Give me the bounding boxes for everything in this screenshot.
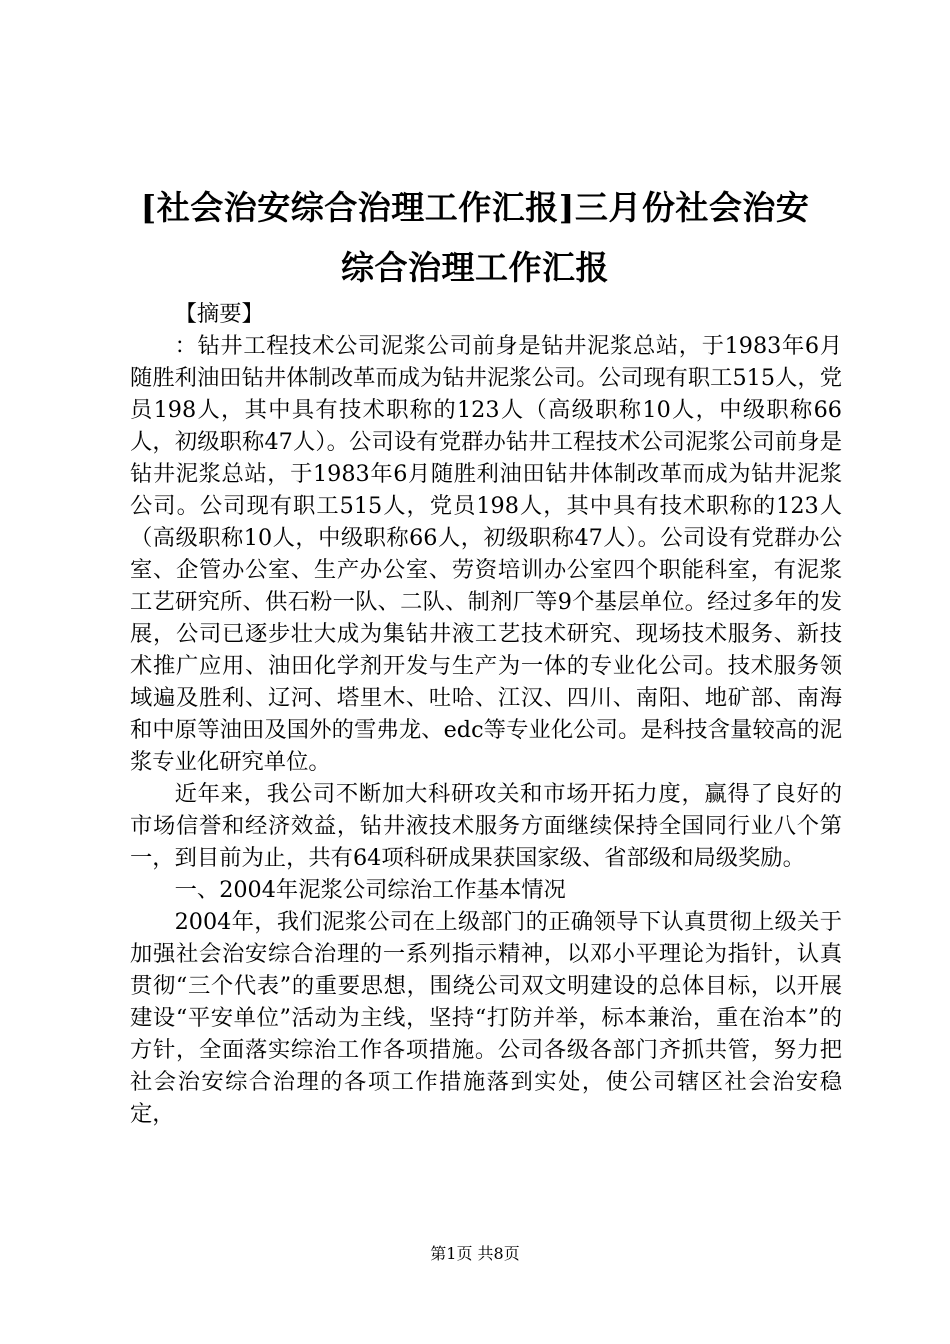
document-body	[130, 298, 842, 1130]
page-footer: 第1页 共8页	[430, 1244, 520, 1263]
document-title	[110, 178, 840, 298]
body-paragraph-3: 2004年，我们泥浆公司在上级部门的正确领导下认真贯彻上级关于加强社会治安综合治理的一系列指示精神，以邓小平理论为指针，认真贯彻“三个代表”的重要思想，围绕公司双文明建设的总体目标，以开展建设“平安单位”活动为主线，坚持“打防并举，标本兼治，重在治本”的方针，全面落实综治工作各项措施。公司各级各部门齐抓共管，努力把社会治安综合治理的各项工作措施落到实处，使公司辖区社会治安稳定，	[130, 909, 842, 1127]
body-paragraph-1: ：钻井工程技术公司泥浆公司前身是钻井泥浆总站，于1983年6月随胜利油田钻井体制改革而成为钻井泥浆公司。公司现有职工515人，党员198人，其中具有技术职称的123人（高级职称10人，中级职称66人，初级职称47人）。公司设有党群办钻井工程技术公司泥浆公司前身是钻井泥浆总站，于1983年6月随胜利油田钻井体制改革而成为钻井泥浆公司。公司现有职工515人，党员198人，其中具有技术职称的123人（高级职称10人，中级职称66人，初级职称47人）。公司设有党群办公室、企管办公室、生产办公室、劳资培训办公室四个职能科室，有泥浆工艺研究所、供石粉一队、二队、制剂厂等9个基层单位。经过多年的发展，公司已逐步壮大成为集钻井液工艺技术研究、现场技术服务、新技术推广应用、油田化学剂开发与生产为一体的专业化公司。技术服务领域遍及胜利、辽河、塔里木、吐哈、江汉、四川、南阳、地矿部、南海和中原等油田及国外的雪弗龙、edc等专业化公司。是科技含量较高的泥浆专业化研究单位。	[130, 333, 842, 775]
title-line-2: 综合治理工作汇报	[341, 248, 609, 287]
abstract-label: 【摘要】	[174, 301, 264, 327]
body-paragraph-2: 近年来，我公司不断加大科研攻关和市场开拓力度，赢得了良好的市场信誉和经济效益，钻井液技术服务方面继续保持全国同行业八个第一，到目前为止，共有64项科研成果获国家级、省部级和局级奖励。	[130, 781, 842, 871]
title-line-1: [社会治安综合治理工作汇报]三月份社会治安	[140, 188, 810, 227]
section-heading: 一、2004年泥浆公司综治工作基本情况	[174, 877, 566, 903]
